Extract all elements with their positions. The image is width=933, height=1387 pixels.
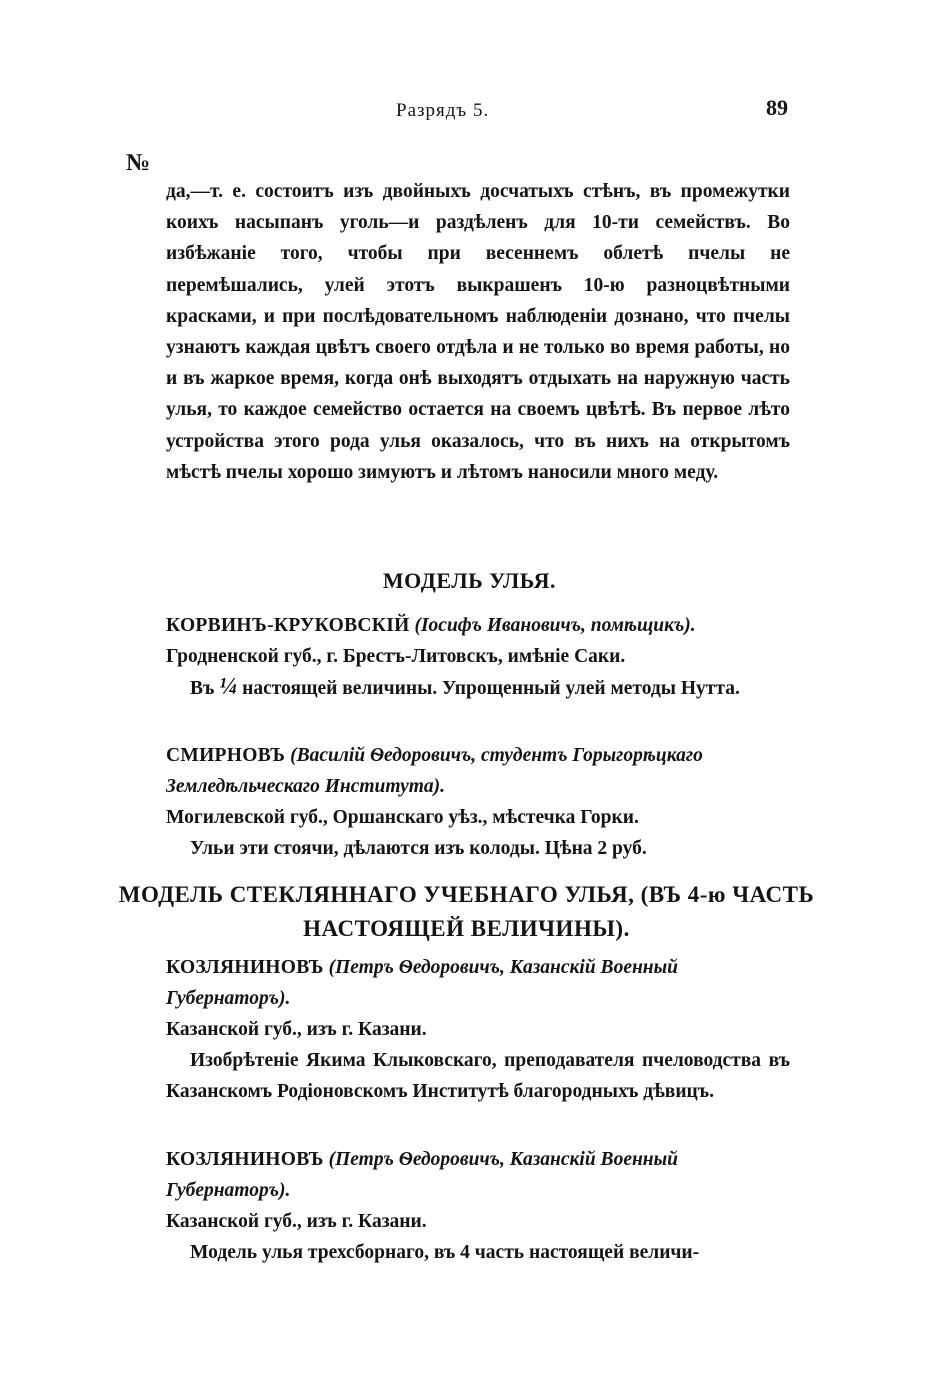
exhibitor-name: КОЗЛЯНИНОВЪ	[166, 957, 324, 978]
number-sign: №	[126, 150, 151, 176]
section-title-line-1: МОДЕЛЬ СТЕКЛЯННАГО УЧЕБНАГО УЛЬЯ, (ВЪ 4-ю ЧАСТЬ	[118, 882, 815, 907]
exhibit-entry-kozlyaninov-2	[166, 1144, 790, 1268]
exhibitor-description: (Петръ Ѳедоровичъ, Казанскій Военный Губернаторъ).	[166, 1149, 679, 1201]
exhibit-note: Изобрѣтеніе Якима Клыковскаго, преподавателя пчеловодства въ Казанскомъ Родіоновскомъ Институтѣ благородныхъ дѣвицъ.	[166, 1050, 790, 1102]
note-prefix: Въ	[190, 678, 215, 699]
section-title-glass-hive	[0, 878, 933, 946]
note-text: настоящей величины. Упрощенный улей методы Нутта.	[242, 678, 740, 699]
section-title-line-2: НАСТОЯЩЕЙ ВЕЛИЧИНЫ).	[303, 916, 630, 941]
exhibitor-line	[166, 952, 790, 1014]
exhibitor-line	[166, 1144, 790, 1206]
exhibitor-description: (Петръ Ѳедоровичъ, Казанскій Военный Губернаторъ).	[166, 957, 679, 1009]
exhibitor-line	[166, 740, 790, 802]
exhibitor-location: Казанской губ., изъ г. Казани.	[166, 1211, 427, 1232]
exhibitor-line	[166, 610, 790, 641]
intro-paragraph: да,—т. е. состоитъ изъ двойныхъ досчатыхъ стѣнъ, въ промежутки коихъ насыпанъ уголь—и раздѣленъ для 10-ти семействъ. Во избѣжаніе того, чтобы при весеннемъ облетѣ пчелы не перемѣшались, улей этотъ выкрашенъ 10-ю разноцвѣтными красками, и при послѣдовательномъ наблюденіи дознано, что пчелы узнаютъ каждая цвѣтъ своего отдѣла и не только во время работы, но и въ жаркое время, когда онѣ выходятъ отдыхать на наружную часть улья, то каждое семейство остается на своемъ цвѣтѣ. Въ первое лѣто устройства этого рода улья оказалось, что въ нихъ на открытомъ мѣстѣ пчелы хорошо зимуютъ и лѣтомъ наносили много меду.	[166, 181, 790, 483]
exhibit-entry-kozlyaninov-1	[166, 952, 790, 1107]
exhibitor-name: КОЗЛЯНИНОВЪ	[166, 1149, 324, 1170]
exhibitor-description: (Василій Ѳедоровичъ, студентъ Горыгорѣцкаго Земледѣльческаго Института).	[166, 745, 703, 797]
exhibit-note: Ульи эти стоячи, дѣлаются изъ колоды. Цѣна 2 руб.	[190, 838, 647, 859]
exhibitor-name: СМИРНОВЪ	[166, 745, 286, 766]
exhibitor-name: КОРВИНЪ-КРУКОВСКІЙ	[166, 615, 410, 636]
exhibit-note	[166, 672, 790, 704]
running-header-title: Разрядъ 5.	[396, 100, 490, 121]
exhibitor-location: Казанской губ., изъ г. Казани.	[166, 1019, 427, 1040]
exhibitor-location: Могилевской губ., Оршанскаго уѣз., мѣстечка Горки.	[166, 807, 639, 828]
exhibitor-location: Гродненской губ., г. Брестъ-Литовскъ, имѣніе Саки.	[166, 646, 626, 667]
exhibit-entry-smirnov	[166, 740, 790, 864]
page-number: 89	[766, 95, 788, 120]
exhibitor-description: (Іосифъ Ивановичъ, помѣщикъ).	[414, 615, 696, 636]
exhibit-entry-korvin-krukovsky	[166, 610, 790, 704]
section-title-hive-model: МОДЕЛЬ УЛЬЯ.	[382, 568, 557, 593]
scale-fraction: ¼	[219, 674, 238, 700]
exhibit-note: Модель улья трехсборнаго, въ 4 часть настоящей величи-	[190, 1242, 700, 1263]
